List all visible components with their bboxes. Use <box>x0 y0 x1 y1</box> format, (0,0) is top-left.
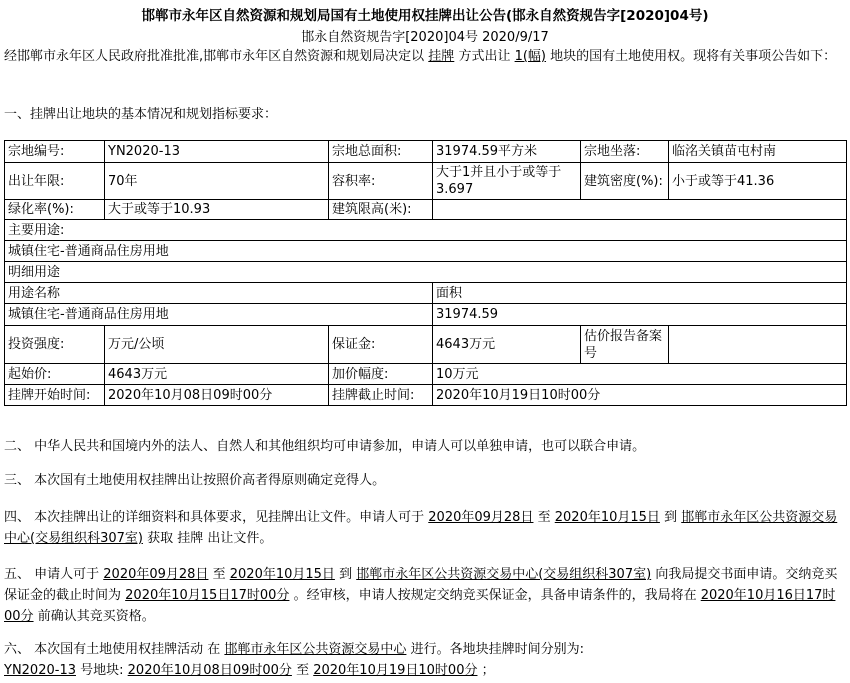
s4-place-link[interactable]: 邯郸市永年区公共资源交易中心(交易组织科307室) <box>4 510 838 546</box>
table-row <box>5 200 847 220</box>
increment-label: 加价幅度: <box>329 364 433 385</box>
increment: 10万元 <box>433 364 847 385</box>
section-2: 二、 中华人民共和国境内外的法人、自然人和其他组织均可申请参加，申请人可以单独申请，也可以联合申请。 <box>4 439 646 454</box>
area-label: 面积 <box>433 283 847 304</box>
s6-parcel-link[interactable]: YN2020-13 <box>4 663 76 678</box>
section-3: 三、 本次国有土地使用权挂牌出让按照价高者得原则确定竞得人。 <box>4 473 386 488</box>
s5-date-to[interactable]: 2020年10月15日 <box>229 567 335 582</box>
location: 临洺关镇苗屯村南 <box>669 141 847 163</box>
main-use-label: 主要用途: <box>5 220 847 241</box>
density: 小于或等于41.36 <box>669 163 847 200</box>
table-row <box>5 304 847 326</box>
confirm-deadline[interactable]: 2020年10月16日17时00分 <box>4 588 836 624</box>
total-area: 31974.59平方米 <box>433 141 581 163</box>
section-1-heading: 一、挂牌出让地块的基本情况和规划指标要求： <box>4 107 278 122</box>
s5-place-link[interactable]: 邯郸市永年区公共资源交易中心(交易组织科307室) <box>356 567 652 582</box>
total-area-label: 宗地总面积: <box>329 141 433 163</box>
main-use: 城镇住宅-普通商品住房用地 <box>5 241 847 262</box>
table-row <box>5 326 847 364</box>
listing-start-label: 挂牌开始时间: <box>5 385 105 406</box>
deposit: 4643万元 <box>433 326 581 364</box>
appraisal-label: 估价报告备案号 <box>581 326 669 364</box>
parcel-info-table <box>4 140 847 406</box>
use-area: 31974.59 <box>433 304 847 326</box>
far: 大于1并且小于或等于3.697 <box>433 163 581 200</box>
green-label: 绿化率(%): <box>5 200 105 220</box>
parcel-no: YN2020-13 <box>105 141 329 163</box>
s6-start-time[interactable]: 2020年10月08日09时00分 <box>127 663 292 678</box>
s6-end-time[interactable]: 2020年10月19日10时00分 <box>313 663 478 678</box>
height-label: 建筑限高(米): <box>329 200 433 220</box>
table-row <box>5 364 847 385</box>
table-row <box>5 141 847 163</box>
section-6: 六、 本次国有土地使用权挂牌活动 在 邯郸市永年区公共资源交易中心 进行。各地块挂牌时间分别为: YN2020-13 号地块: 2020年10月08日09时00分 至 2020年10月19日10时00分 ； <box>4 642 584 678</box>
section-5: 五、 申请人可于 2020年09月28日 至 2020年10月15日 到 邯郸市永年区公共资源交易中心(交易组织科307室) 向我局提交书面申请。交纳竞买保证金的截止时间为 2020年10月15日17时00分 。经审核，申请人按规定交纳竞买保证金，具备申请条件的，我局将在 2020年10月16日17时00分 前确认其竞买资格。 <box>4 567 838 624</box>
parcel-no-label: 宗地编号: <box>5 141 105 163</box>
term: 70年 <box>105 163 329 200</box>
table-row <box>5 262 847 283</box>
listing-end: 2020年10月19日10时00分 <box>433 385 847 406</box>
s4-date-from[interactable]: 2020年09月28日 <box>428 510 534 525</box>
table-row <box>5 283 847 304</box>
s6-place-link[interactable]: 邯郸市永年区公共资源交易中心 <box>224 642 407 657</box>
listing-end-label: 挂牌截止时间: <box>329 385 433 406</box>
document-number: 邯永自然资规告字[2020]04号 2020/9/17 <box>301 30 549 45</box>
s5-date-from[interactable]: 2020年09月28日 <box>103 567 209 582</box>
deposit-label: 保证金: <box>329 326 433 364</box>
table-row <box>5 241 847 262</box>
table-row <box>5 163 847 200</box>
density-label: 建筑密度(%): <box>581 163 669 200</box>
s4-date-to[interactable]: 2020年10月15日 <box>554 510 660 525</box>
location-label: 宗地坐落: <box>581 141 669 163</box>
parcel-count[interactable]: 1(幅) <box>514 49 547 64</box>
far-label: 容积率: <box>329 163 433 200</box>
start-price: 4643万元 <box>105 364 329 385</box>
deposit-deadline[interactable]: 2020年10月15日17时00分 <box>125 588 290 603</box>
green: 大于或等于10.93 <box>105 200 329 220</box>
investment-label: 投资强度: <box>5 326 105 364</box>
section-4: 四、 本次挂牌出让的详细资料和具体要求，见挂牌出让文件。申请人可于 2020年09月28日 至 2020年10月15日 到 邯郸市永年区公共资源交易中心(交易组织科307室) 获取 挂牌 出让文件。 <box>4 510 838 546</box>
table-row <box>5 385 847 406</box>
appraisal <box>669 326 847 364</box>
page-title: 邯郸市永年区自然资源和规划局国有土地使用权挂牌出让公告(邯永自然资规告字[2020]04号) <box>141 8 709 24</box>
use-name-label: 用途名称 <box>5 283 433 304</box>
method-link[interactable]: 挂牌 <box>428 49 455 64</box>
table-row <box>5 220 847 241</box>
investment: 万元/公顷 <box>105 326 329 364</box>
start-price-label: 起始价: <box>5 364 105 385</box>
use-name: 城镇住宅-普通商品住房用地 <box>5 304 433 326</box>
listing-start: 2020年10月08日09时00分 <box>105 385 329 406</box>
term-label: 出让年限: <box>5 163 105 200</box>
intro-paragraph: 经邯郸市永年区人民政府批准批准,邯郸市永年区自然资源和规划局决定以 挂牌 方式出让 1(幅) 地块的国有土地使用权。现将有关事项公告如下： <box>4 49 837 64</box>
height <box>433 200 847 220</box>
detail-use-label: 明细用途 <box>5 262 847 283</box>
